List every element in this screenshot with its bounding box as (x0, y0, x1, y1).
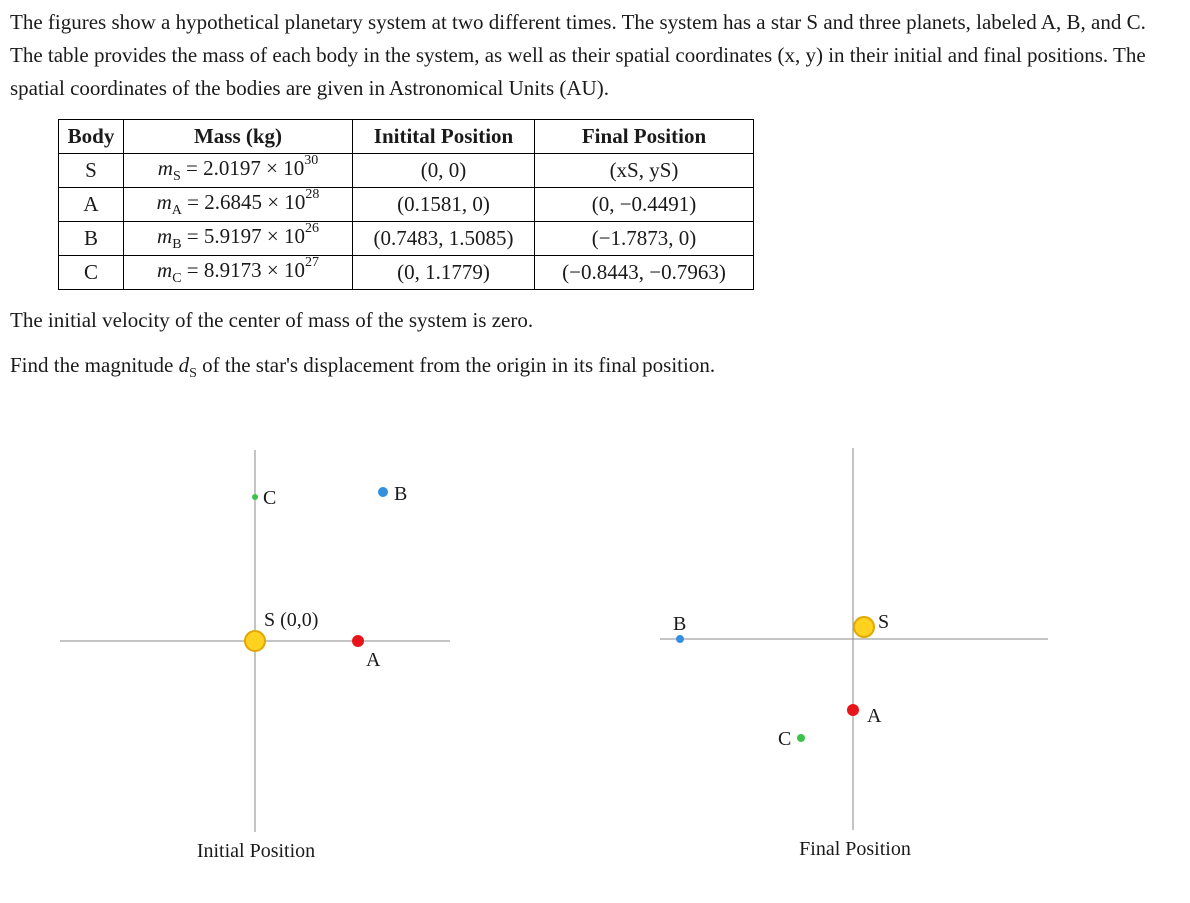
bodies-table (58, 119, 754, 290)
mass-symbol: m (157, 257, 173, 282)
cell-final: (xS, yS) (535, 154, 754, 188)
mass-exponent: 30 (304, 152, 319, 168)
table-row (59, 256, 754, 290)
mass-symbol: m (157, 155, 173, 180)
mass-value: = 8.9173 × 10 (186, 257, 305, 282)
initial-position-figure (60, 450, 450, 862)
mass-subscript: S (172, 169, 181, 185)
mass-value: = 2.6845 × 10 (187, 189, 306, 214)
header-final: Final Position (535, 120, 754, 154)
initial-planet-B (378, 487, 388, 497)
initial-label-C: C (263, 487, 277, 509)
question-before: Find the magnitude (10, 353, 179, 377)
cell-mass (124, 188, 353, 222)
final-position-figure (660, 448, 1048, 860)
final-label-B: B (673, 613, 687, 635)
mass-exponent: 27 (304, 254, 319, 270)
cell-mass (124, 222, 353, 256)
table-row (59, 188, 754, 222)
mass-symbol: m (157, 223, 173, 248)
cell-body: B (59, 222, 124, 256)
final-planet-B (676, 635, 684, 643)
final-label-C: C (778, 728, 792, 750)
initial-planet-A (352, 635, 364, 647)
mass-value: = 5.9197 × 10 (186, 223, 305, 248)
question-text (10, 353, 715, 382)
cell-body: A (59, 188, 124, 222)
table-row (59, 154, 754, 188)
cell-initial: (0.1581, 0) (353, 188, 535, 222)
initial-star-S (245, 631, 265, 651)
problem-intro: The figures show a hypothetical planetary system at two different times. The system has a star S and three planets, labeled A, B, and C. The table provides the mass of each body in the system, as well as their spatial coordinates (x, y) in their initial and final positions. The spatial coordinates of the bodies are given in Astronomical Units (AU). (10, 10, 1146, 100)
initial-label-S: S (0,0) (264, 609, 319, 631)
mass-exponent: 28 (305, 186, 320, 202)
final-planet-C (797, 734, 805, 742)
final-label-A: A (867, 705, 882, 727)
cell-body: C (59, 256, 124, 290)
table-row (59, 222, 754, 256)
question-sub: S (189, 366, 197, 382)
initial-planet-C (252, 494, 258, 500)
mass-subscript: B (172, 237, 182, 253)
cell-mass (124, 154, 353, 188)
cell-initial: (0.7483, 1.5085) (353, 222, 535, 256)
cell-initial: (0, 1.1779) (353, 256, 535, 290)
mass-subscript: C (172, 271, 182, 287)
cell-initial: (0, 0) (353, 154, 535, 188)
cell-mass (124, 256, 353, 290)
mass-subscript: A (171, 203, 182, 219)
mass-exponent: 26 (304, 220, 319, 236)
cell-final: (−1.7873, 0) (535, 222, 754, 256)
cell-final: (−0.8443, −0.7963) (535, 256, 754, 290)
mass-value: = 2.0197 × 10 (186, 155, 305, 180)
header-initial: Initital Position (353, 120, 535, 154)
header-body: Body (59, 120, 124, 154)
header-mass: Mass (kg) (124, 120, 353, 154)
velocity-statement: The initial velocity of the center of mass of the system is zero. (10, 308, 534, 332)
final-label-S: S (878, 611, 890, 633)
final-star-S (854, 617, 874, 637)
initial-label-B: B (394, 483, 408, 505)
table-header-row (59, 120, 754, 154)
question-after: of the star's displacement from the origin in its final position. (196, 353, 716, 377)
position-figures (0, 420, 1190, 890)
question-symbol: d (178, 353, 190, 377)
final-planet-A (847, 704, 859, 716)
final-caption: Final Position (799, 838, 911, 860)
initial-label-A: A (366, 649, 381, 671)
cell-body: S (59, 154, 124, 188)
cell-final: (0, −0.4491) (535, 188, 754, 222)
initial-caption: Initial Position (196, 840, 316, 862)
mass-symbol: m (156, 189, 172, 214)
